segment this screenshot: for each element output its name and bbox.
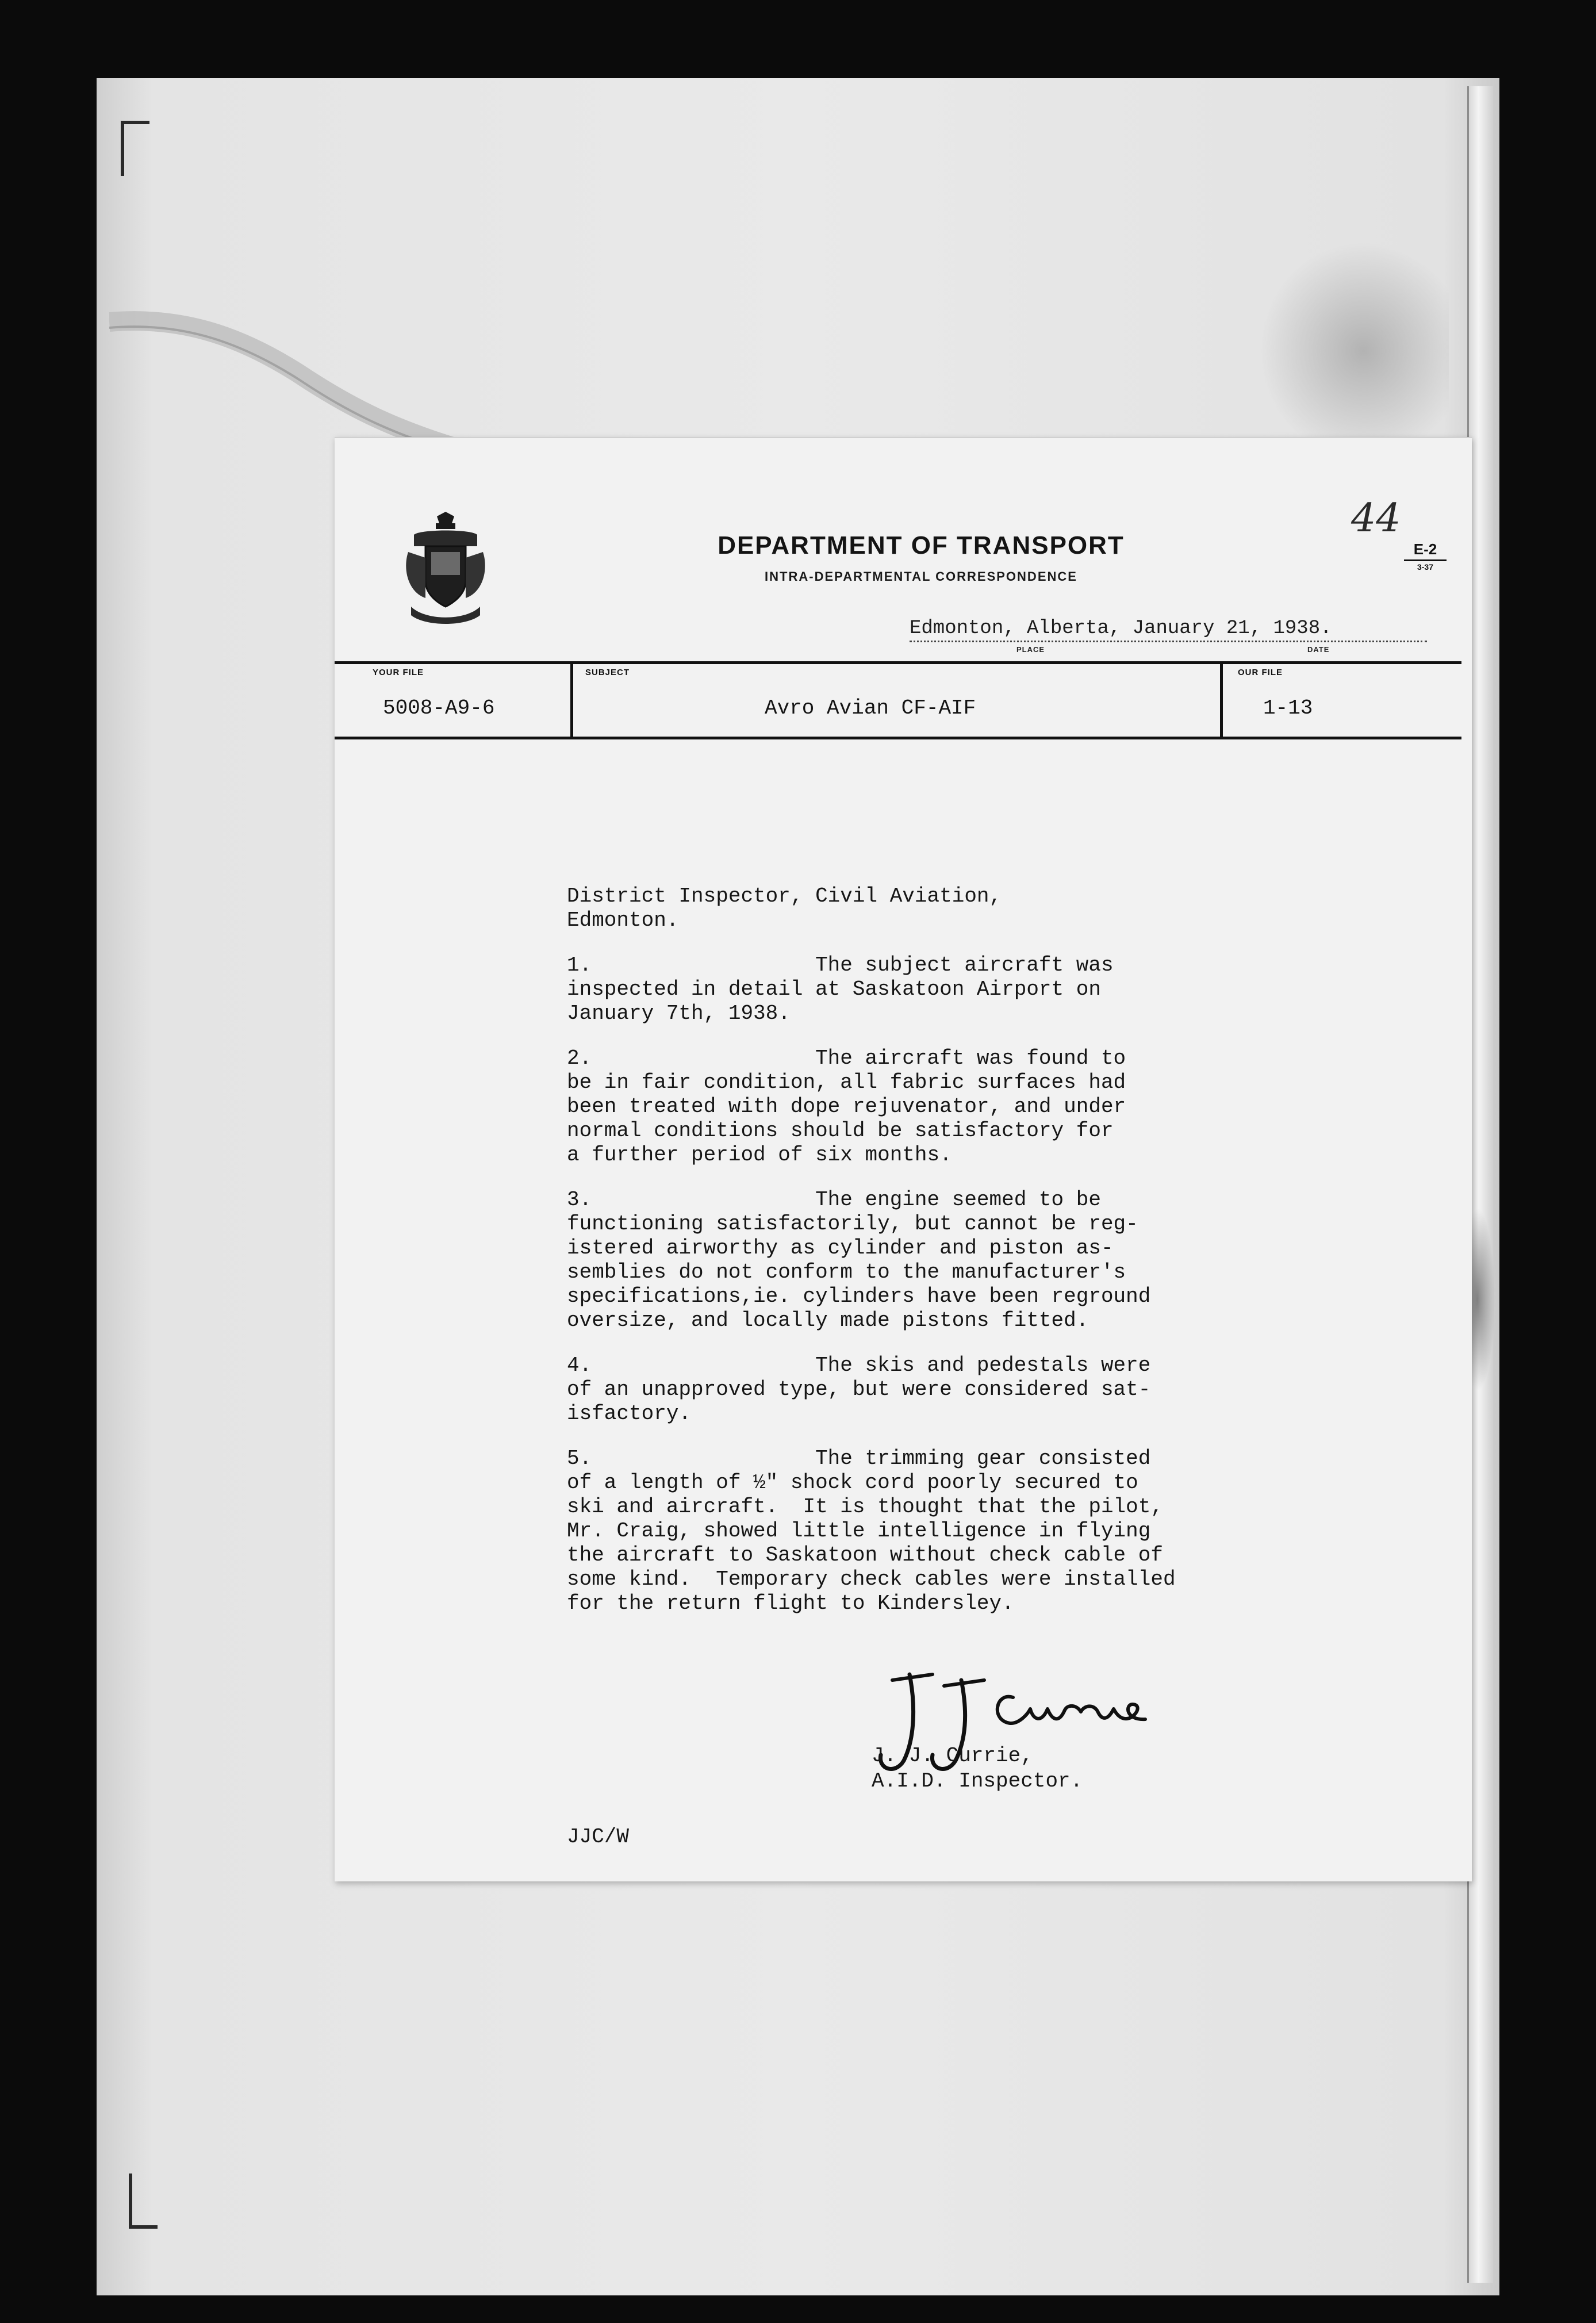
text-line: 4. The skis and pedestals were: [567, 1354, 1151, 1377]
text-line: specifications,ie. cylinders have been reground: [567, 1285, 1151, 1308]
text-line: 5. The trimming gear consisted: [567, 1447, 1151, 1470]
text-line: isfactory.: [567, 1402, 692, 1425]
text-line: istered airworthy as cylinder and piston as-: [567, 1236, 1114, 1260]
text-line: 1. The subject aircraft was: [567, 953, 1114, 977]
text-line: ski and aircraft. It is thought that the pilot,: [567, 1495, 1163, 1519]
subject-cell: [570, 664, 1223, 737]
paragraph-2: [567, 1046, 1314, 1167]
our-file-cell: [1223, 664, 1461, 737]
text-line: inspected in detail at Saskatoon Airport on: [567, 977, 1101, 1001]
your-file-value: 5008-A9-6: [383, 696, 495, 720]
place-date-line: [910, 618, 1427, 652]
text-line: 2. The aircraft was found to: [567, 1046, 1126, 1070]
our-file-value: 1-13: [1263, 696, 1313, 720]
subject-value: Avro Avian CF-AIF: [765, 696, 976, 720]
text-line: January 7th, 1938.: [567, 1002, 791, 1025]
signer-block: [872, 1743, 1083, 1794]
text-line: 3. The engine seemed to be: [567, 1188, 1101, 1212]
crop-mark-top-left: [121, 121, 149, 176]
department-subtitle: INTRA-DEPARTMENTAL CORRESPONDENCE: [765, 569, 1077, 584]
addressee-block: [567, 884, 1314, 933]
crop-mark-bottom-left: [129, 2174, 158, 2229]
text-line: normal conditions should be satisfactory for: [567, 1119, 1114, 1143]
signer-name: J. J. Currie,: [872, 1744, 1033, 1768]
text-line: for the return flight to Kindersley.: [567, 1592, 1014, 1615]
text-line: of a length of ½" shock cord poorly secured to: [567, 1471, 1138, 1494]
paragraph-5: [567, 1447, 1314, 1616]
memo-sheet: [335, 437, 1472, 1881]
place-caption: PLACE: [1016, 645, 1045, 654]
dotted-rule: [910, 641, 1427, 642]
file-header-grid: [335, 661, 1461, 739]
department-title: DEPARTMENT OF TRANSPORT: [718, 531, 1125, 559]
text-line: Mr. Craig, showed little intelligence in flying: [567, 1519, 1151, 1543]
text-line: be in fair condition, all fabric surfaces had: [567, 1071, 1126, 1094]
form-number: E-2: [1404, 540, 1447, 561]
text-line: some kind. Temporary check cables were installed: [567, 1567, 1176, 1591]
date-caption: DATE: [1307, 645, 1330, 654]
form-revision: 3-37: [1417, 562, 1434, 572]
text-line: of an unapproved type, but were considered sat-: [567, 1378, 1151, 1401]
form-code: [1404, 540, 1447, 572]
text-line: a further period of six months.: [567, 1143, 952, 1167]
place-date-text: Edmonton, Alberta, January 21, 1938.: [910, 618, 1332, 639]
handwritten-page-number: 44: [1351, 496, 1401, 541]
your-file-cell: [335, 664, 573, 737]
reference-initials: JJC/W: [567, 1825, 630, 1849]
addressee-line: District Inspector, Civil Aviation,: [567, 884, 1002, 908]
your-file-caption: YOUR FILE: [373, 668, 424, 677]
paragraph-4: [567, 1354, 1314, 1426]
text-line: been treated with dope rejuvenator, and under: [567, 1095, 1126, 1118]
signer-title: A.I.D. Inspector.: [872, 1769, 1083, 1793]
paragraph-3: [567, 1188, 1314, 1333]
addressee-line: Edmonton.: [567, 908, 679, 932]
letter-body: [567, 884, 1314, 1616]
coat-of-arms-icon: [402, 512, 489, 627]
text-line: semblies do not conform to the manufacturer's: [567, 1260, 1126, 1284]
paragraph-1: [567, 953, 1314, 1026]
text-line: oversize, and locally made pistons fitted.: [567, 1309, 1089, 1332]
paper-stain: [1259, 241, 1449, 460]
subject-caption: SUBJECT: [585, 668, 630, 677]
text-line: functioning satisfactorily, but cannot be reg-: [567, 1212, 1138, 1236]
text-line: the aircraft to Saskatoon without check cable of: [567, 1543, 1163, 1567]
our-file-caption: OUR FILE: [1238, 668, 1283, 677]
